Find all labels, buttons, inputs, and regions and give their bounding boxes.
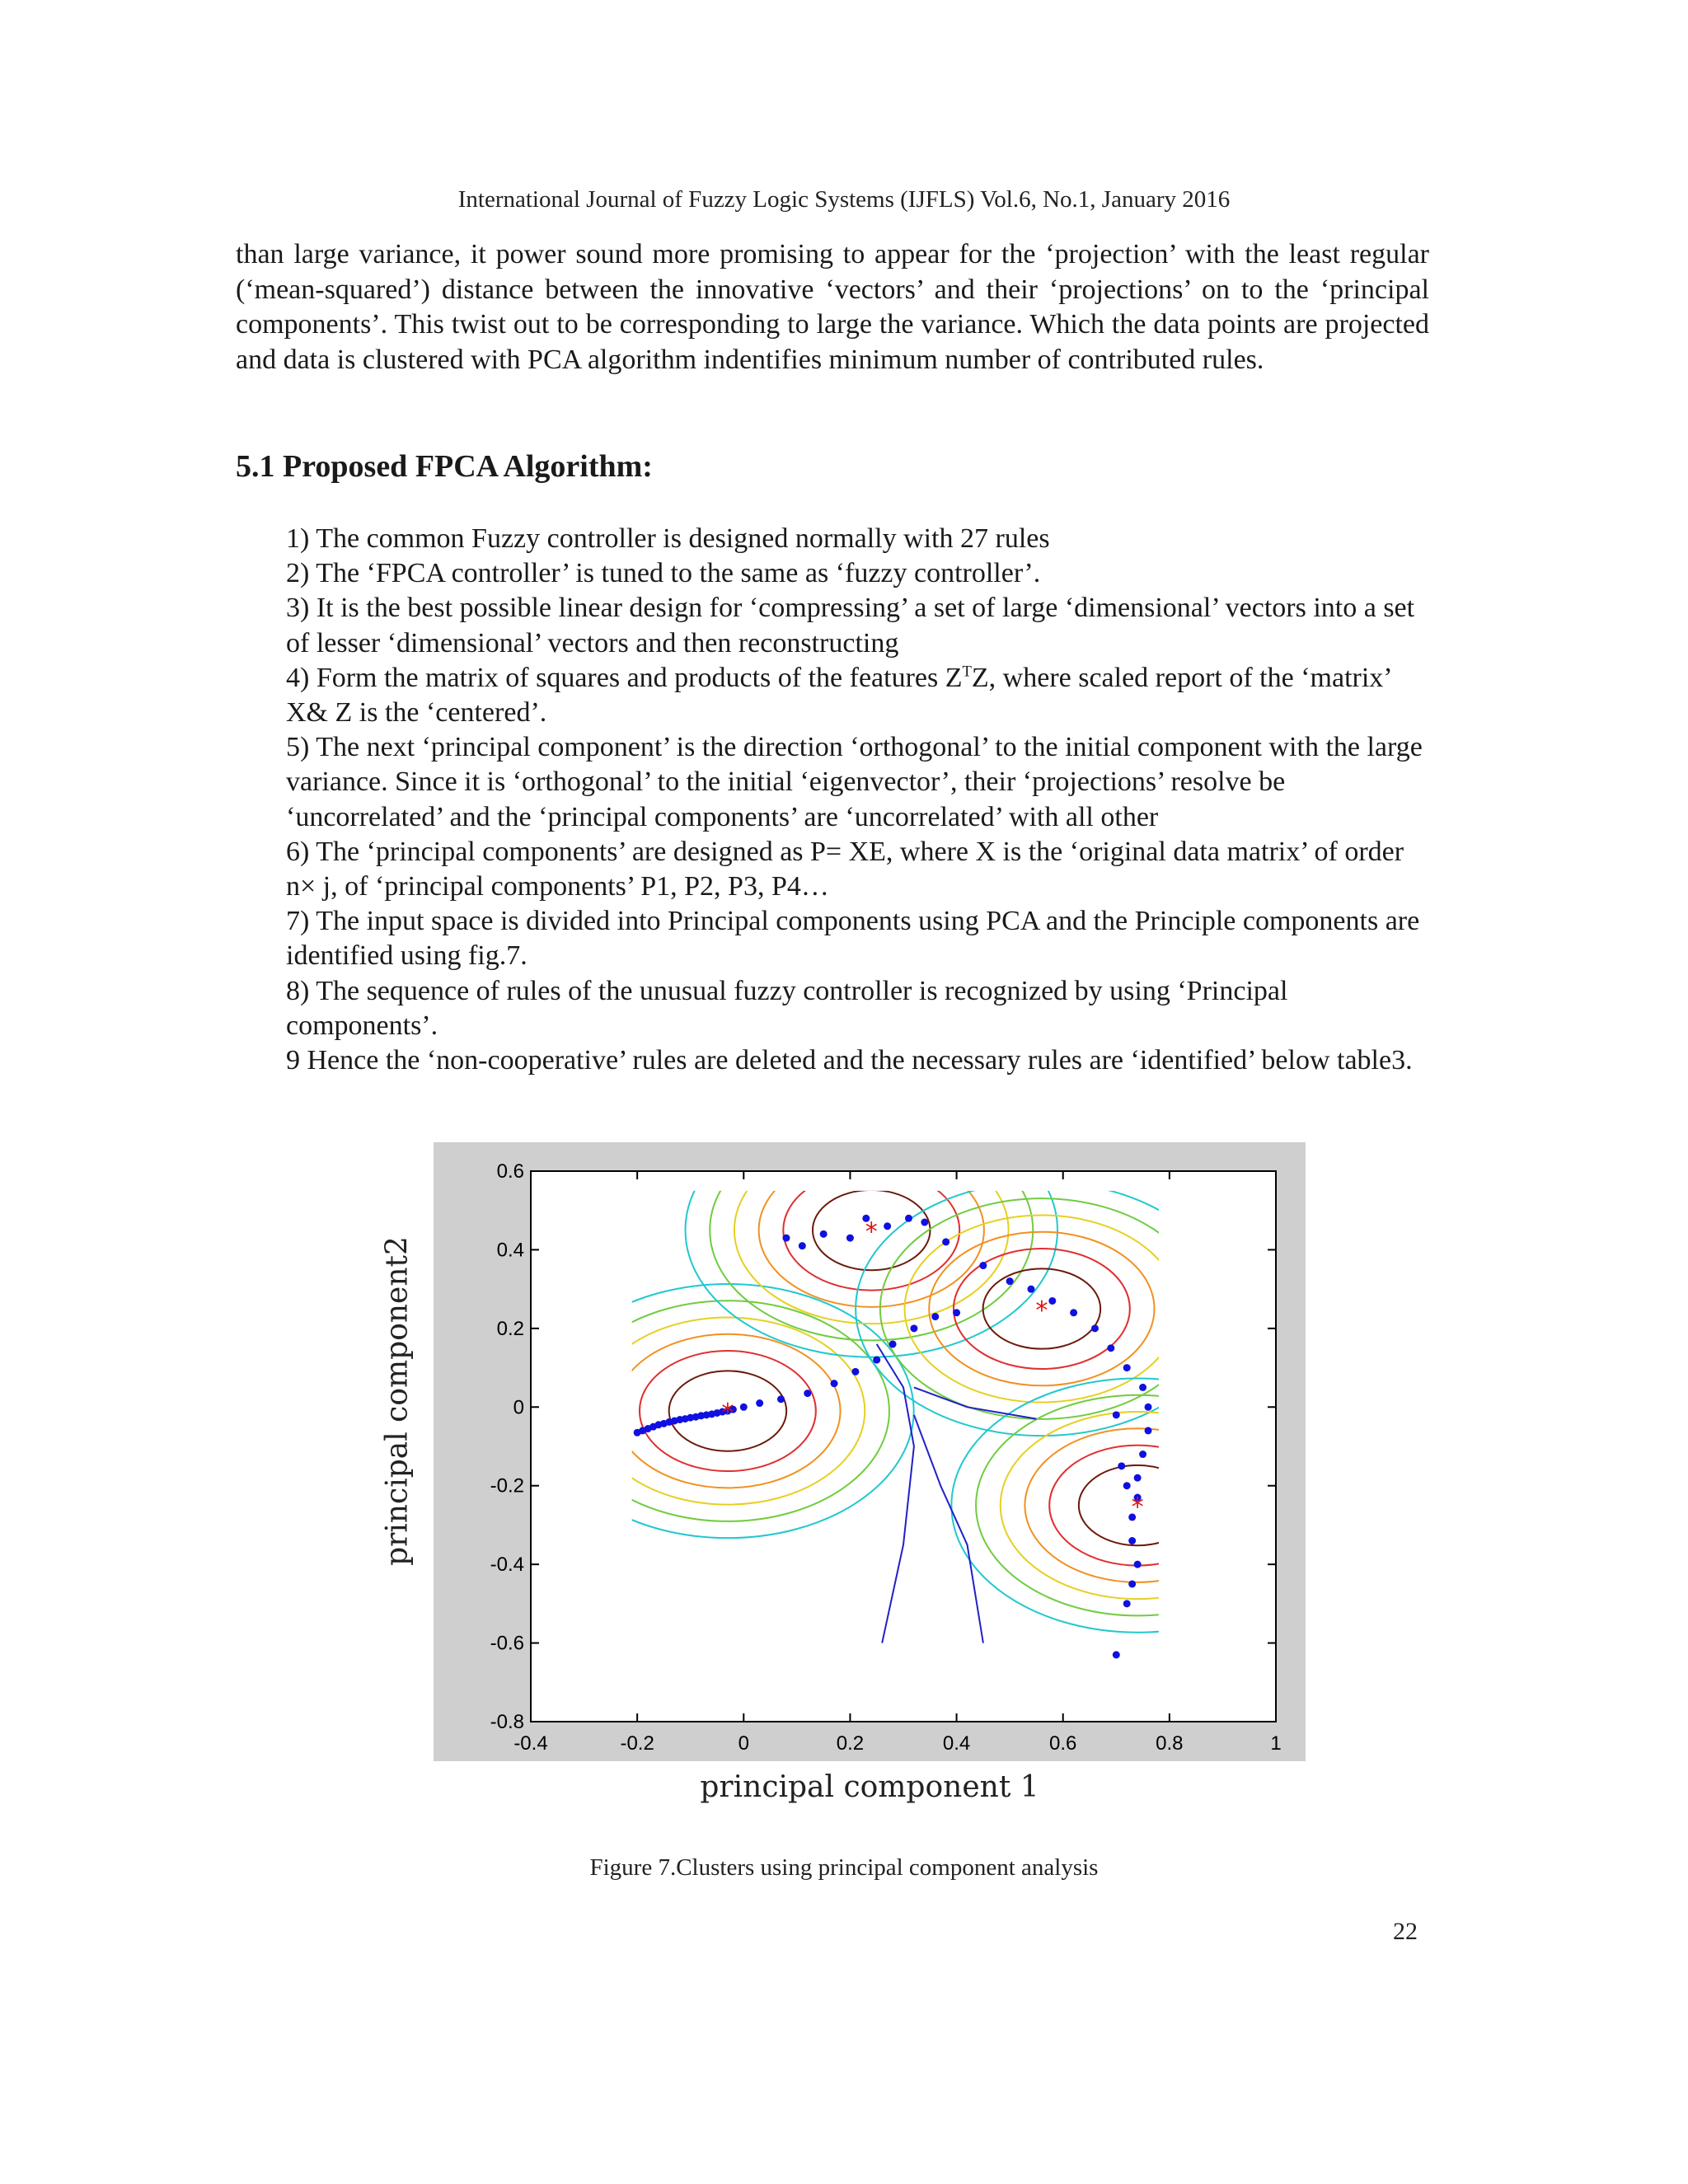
x-tick-label: 1 — [1270, 1732, 1282, 1755]
step-3: 3) It is the best possible linear design for ‘compressing’ a set of large ‘dimensional’ vectors into a set of lesser ‘dimensional’ vectors and then reconstructing — [286, 593, 1415, 658]
data-point — [782, 1235, 790, 1242]
data-point — [851, 1368, 859, 1376]
data-point — [1123, 1364, 1131, 1371]
data-point — [910, 1324, 917, 1332]
data-point — [953, 1309, 960, 1316]
data-point — [777, 1395, 785, 1403]
data-point — [1070, 1309, 1077, 1316]
data-point — [1128, 1581, 1136, 1588]
y-tick-label: 0.2 — [496, 1317, 524, 1340]
data-point — [1123, 1482, 1131, 1489]
x-tick-label: 0.2 — [836, 1732, 865, 1755]
y-axis-label: principal component2 — [380, 1236, 415, 1566]
data-point — [1123, 1600, 1131, 1607]
data-point — [804, 1390, 811, 1397]
data-point — [1118, 1462, 1125, 1469]
pca-cluster-chart — [434, 1142, 1306, 1761]
data-point — [1145, 1404, 1152, 1411]
data-point — [889, 1340, 897, 1347]
step-4-text-a: 4) Form the matrix of squares and products of the features Z — [286, 662, 963, 693]
data-point — [1048, 1297, 1056, 1305]
figure-7-frame — [434, 1142, 1306, 1761]
data-point — [799, 1242, 806, 1249]
data-point — [1134, 1561, 1142, 1568]
x-axis-label: principal component 1 — [700, 1770, 1039, 1804]
data-point — [1145, 1427, 1152, 1434]
step-7: 7) The input space is divided into Principal components using PCA and the Principle components are identified using fig.7. — [286, 906, 1420, 972]
data-point — [921, 1219, 928, 1226]
data-point — [931, 1313, 939, 1320]
data-point — [1139, 1384, 1146, 1391]
step-9: 9 Hence the ‘non-cooperative’ rules are deleted and the necessary rules are ‘identified’ below table3. — [286, 1045, 1413, 1076]
data-point — [846, 1235, 854, 1242]
cluster-center-marker: * — [865, 1217, 878, 1247]
y-tick-label: -0.8 — [490, 1711, 524, 1733]
data-point — [831, 1380, 838, 1387]
step-4-superscript: T — [962, 663, 972, 681]
cluster-center-marker: * — [1131, 1493, 1144, 1522]
data-point — [873, 1357, 880, 1364]
figure-caption: Figure 7.Clusters using principal component analysis — [589, 1854, 1099, 1881]
step-1: 1) The common Fuzzy controller is designed normally with 27 rules — [286, 523, 1050, 554]
step-5: 5) The next ‘principal component’ is the direction ‘orthogonal’ to the initial component with the large variance. Since it is ‘orthogonal’ to the initial ‘eigenvector’, their ‘projections’ resolve be ‘uncorrelated’ and the ‘principal components’ are ‘uncorrelated’ with all other — [286, 732, 1423, 832]
data-point — [756, 1399, 763, 1407]
x-tick-label: -0.4 — [513, 1732, 548, 1755]
data-point — [1134, 1474, 1142, 1482]
cluster-center-marker: * — [721, 1399, 734, 1428]
data-point — [820, 1230, 828, 1238]
y-tick-label: -0.6 — [490, 1632, 524, 1655]
data-point — [942, 1238, 950, 1245]
intro-paragraph: than large variance, it power sound more promising to appear for the ‘projection’ with the least regular (‘mean-squared’) distance between the innovative ‘vectors’ and their ‘projections’ on to the ‘principal components’. This twist out to be corresponding to large the variance. Which the data points are projected and data is clustered with PCA algorithm indentifies minimum number of contributed rules. — [236, 239, 1429, 375]
data-point — [905, 1215, 912, 1222]
y-tick-label: 0.6 — [496, 1160, 524, 1183]
data-point — [1107, 1344, 1114, 1352]
data-point — [1027, 1286, 1034, 1293]
data-point — [740, 1404, 748, 1411]
journal-header: International Journal of Fuzzy Logic Systems (IJFLS) Vol.6, No.1, January 2016 — [457, 186, 1231, 213]
data-point — [884, 1222, 891, 1230]
step-2: 2) The ‘FPCA controller’ is tuned to the same as ‘fuzzy controller’. — [286, 558, 1041, 589]
step-4 — [286, 661, 1429, 730]
y-tick-label: -0.4 — [490, 1554, 524, 1577]
data-point — [1139, 1451, 1146, 1458]
step-6: 6) The ‘principal components’ are designed as P= XE, where X is the ‘original data matrix’ of order n× j, of ‘principal components’ P1, P2, P3, P4… — [286, 836, 1404, 902]
y-tick-label: 0 — [513, 1396, 524, 1419]
data-point — [1113, 1411, 1120, 1418]
x-tick-label: 0.6 — [1049, 1732, 1077, 1755]
x-tick-label: 0.4 — [942, 1732, 971, 1755]
x-tick-label: 0.8 — [1156, 1732, 1184, 1755]
plot-area — [531, 1171, 1276, 1722]
page-number: 22 — [1393, 1918, 1418, 1945]
cluster-center-marker: * — [1035, 1296, 1048, 1325]
data-point — [1128, 1537, 1136, 1544]
section-title: 5.1 Proposed FPCA Algorithm: — [236, 449, 653, 484]
data-point — [1006, 1277, 1014, 1285]
step-8: 8) The sequence of rules of the unusual fuzzy controller is recognized by using ‘Principal components’. — [286, 975, 1288, 1041]
data-point — [1113, 1651, 1120, 1658]
algorithm-steps — [286, 522, 1429, 1078]
data-point — [1091, 1324, 1099, 1332]
y-tick-label: -0.2 — [490, 1474, 524, 1497]
step-4-text-b: Z, where scaled report of the ‘matrix’ X& Z is the ‘centered’. — [286, 662, 1391, 729]
y-tick-label: 0.4 — [496, 1239, 524, 1262]
data-point — [979, 1262, 987, 1269]
x-tick-label: 0 — [738, 1732, 749, 1755]
x-tick-label: -0.2 — [620, 1732, 654, 1755]
